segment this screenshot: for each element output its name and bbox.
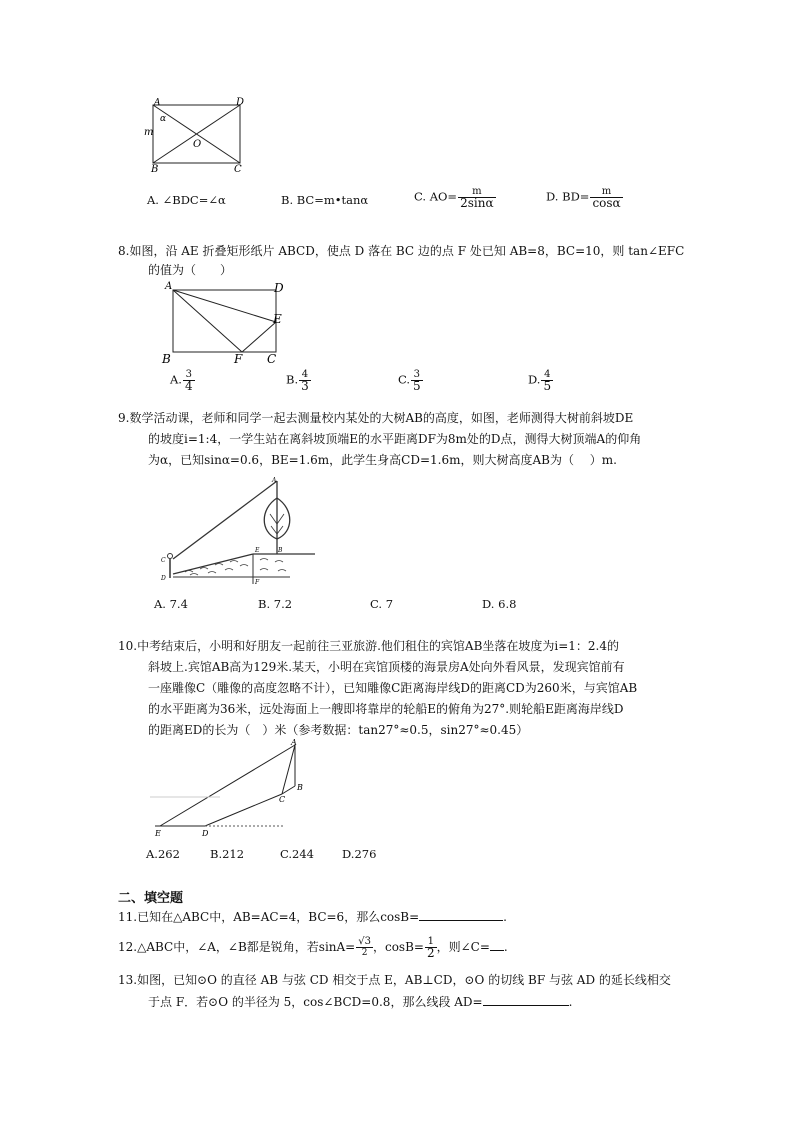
svg-text:B: B — [278, 547, 283, 554]
q10-text-line1: 10.中考结束后，小明和好朋友一起前往三亚旅游.他们租住的宾馆AB坐落在坡度为i=1：2.4的 — [118, 639, 619, 653]
q7-label-A: A — [154, 98, 161, 108]
svg-text:E: E — [255, 547, 260, 554]
q12-answer-blank[interactable] — [490, 939, 504, 951]
q7-label-B: B — [151, 164, 159, 174]
q10-text-line2: 斜坡上.宾馆AB高为129米.某天，小明在宾馆顶楼的海景房A处向外看风景，发现宾馆前有 — [148, 660, 625, 674]
q7-option-a: A. ∠BDC=∠α — [147, 193, 226, 207]
section-fill-in-title: 二、填空题 — [118, 891, 184, 906]
q9-option-d: D. 6.8 — [482, 597, 517, 611]
q7-label-O: O — [193, 139, 202, 150]
q10-text-line4: 的水平距离为36米，远处海面上一艘即将靠岸的轮船E的俯角为27°.则轮船E距离海岸线D — [148, 702, 624, 716]
q9-text-line3: 为α，已知sinα=0.6，BE=1.6m，此学生身高CD=1.6m，则大树高度AB为（ ）m. — [148, 453, 617, 467]
q9-text-line1: 9.数学活动课，老师和同学一起去测量校内某处的大树AB的高度，如图，老师测得大树前斜坡DE — [118, 411, 634, 425]
q10-label-E: E — [155, 829, 161, 837]
q8-option-a: A. $\frac{3}{4}$ — [170, 369, 193, 393]
svg-text:C: C — [161, 557, 166, 564]
q8-text-line1: 8.如图，沿 AE 折叠矩形纸片 ABCD，使点 D 落在 BC 边的点 F 处已知 AB=8，BC=10，则 tan∠EFC — [118, 244, 685, 258]
q10-text-line5: 的距离ED的长为（ ）米（参考数据：tan27°≈0.5，sin27°≈0.45） — [148, 723, 529, 737]
q7-option-d: D. BD= $\frac{m}{\cos\alpha}$ — [546, 186, 621, 210]
q7-label-D: D — [236, 97, 245, 108]
q9-option-c: C. 7 — [370, 597, 394, 611]
q9-text-line2: 的坡度i=1:4，一学生站在离斜坡顶端E的水平距离DF为8m处的D点，测得大树顶端A的仰角 — [148, 432, 642, 446]
svg-text:A: A — [272, 477, 277, 484]
q10-label-A: A — [291, 738, 297, 747]
q8-label-B: B — [162, 352, 171, 366]
q13-answer-blank[interactable] — [483, 994, 569, 1006]
q9-option-b: B. 7.2 — [258, 597, 293, 611]
q13-text-line1: 13.如图，已知⊙O 的直径 AB 与弦 CD 相交于点 E，AB⊥CD，⊙O 的切线 BF 与弦 AD 的延长线相交 — [118, 973, 671, 987]
q8-label-A: A — [165, 281, 173, 292]
q10-option-c: C.244 — [280, 847, 314, 861]
q7-option-b: B. BC=m•tanα — [281, 193, 369, 207]
q8-label-F: F — [234, 352, 243, 366]
q10-option-d: D.276 — [342, 847, 377, 861]
q8-text-line2: 的值为（ ） — [148, 263, 233, 277]
q8-label-C: C — [267, 352, 277, 366]
q9-tree-slope-figure — [160, 474, 320, 586]
q7-label-C: C — [234, 164, 242, 174]
q10-hotel-slope-figure — [145, 737, 310, 837]
svg-text:F: F — [255, 579, 260, 586]
q8-option-d: D. $\frac{4}{5}$ — [528, 369, 552, 393]
q8-fold-figure — [160, 279, 290, 367]
q7-label-m: m — [144, 127, 154, 138]
q7-rectangle-figure — [140, 96, 250, 174]
q7-label-alpha: α — [160, 114, 167, 124]
q10-option-b: B.212 — [210, 847, 245, 861]
svg-text:D: D — [161, 575, 166, 582]
q11-answer-blank[interactable] — [419, 909, 503, 921]
q10-option-a: A.262 — [146, 847, 180, 861]
q10-label-C: C — [279, 795, 286, 804]
q8-label-E: E — [273, 312, 282, 326]
q10-label-B: B — [297, 783, 303, 792]
q12-text: 12.△ABC中，∠A，∠B都是锐角，若sinA= $\frac{√3}{2}$ ，cosB= $\frac{1}{2}$ ，则∠C= . — [118, 936, 508, 960]
q8-label-D: D — [274, 281, 284, 295]
q7-option-c: C. AO= $\frac{m}{2\sin\alpha}$ — [414, 186, 494, 210]
q11-text: 11.已知在△ABC中，AB=AC=4，BC=6，那么cosB= . — [118, 910, 507, 924]
q13-text-line2: 于点 F．若⊙O 的半径为 5，cos∠BCD=0.8，那么线段 AD= . — [148, 995, 573, 1009]
q9-option-a: A. 7.4 — [154, 597, 188, 611]
q10-text-line3: 一座雕像C（雕像的高度忽略不计），已知雕像C距离海岸线D的距离CD为260米，与宾馆AB — [148, 681, 638, 695]
q8-option-b: B. $\frac{4}{3}$ — [286, 369, 309, 393]
q10-label-D: D — [202, 829, 209, 837]
q8-option-c: C. $\frac{3}{5}$ — [398, 369, 421, 393]
